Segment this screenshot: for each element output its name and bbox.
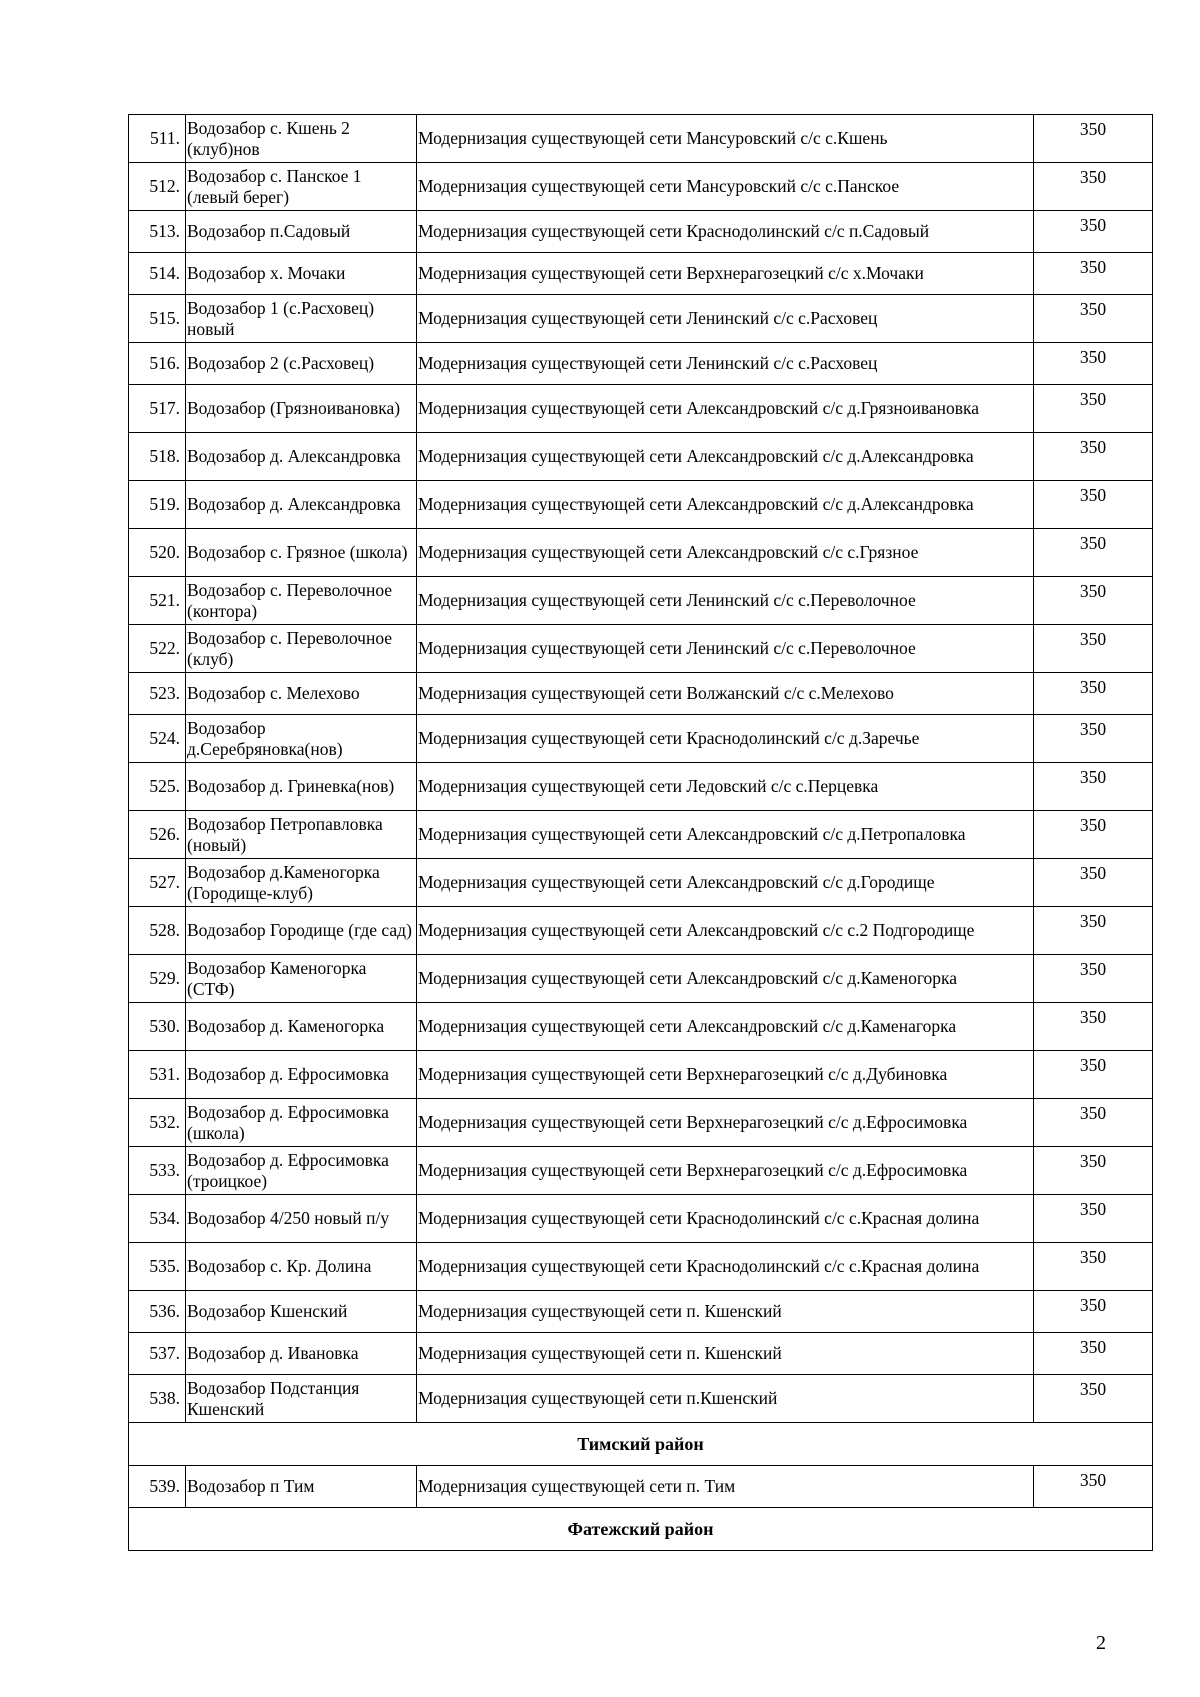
table-row xyxy=(129,1466,1153,1508)
row-number: 515. xyxy=(129,295,186,343)
row-number: 526. xyxy=(129,811,186,859)
table-row xyxy=(129,859,1153,907)
modernization-description: Модернизация существующей сети Александровский с/с д.Городище xyxy=(417,859,1034,907)
water-intake-name: Водозабор 4/250 новый п/у xyxy=(186,1195,417,1243)
table-row xyxy=(129,211,1153,253)
value-cell: 350 xyxy=(1034,577,1153,625)
water-intake-name: Водозабор с. Мелехово xyxy=(186,673,417,715)
modernization-description: Модернизация существующей сети Александровский с/с с.2 Подгородище xyxy=(417,907,1034,955)
row-number: 512. xyxy=(129,163,186,211)
value-cell: 350 xyxy=(1034,295,1153,343)
water-intake-name: Водозабор п.Садовый xyxy=(186,211,417,253)
modernization-description: Модернизация существующей сети Мансуровский с/с с.Кшень xyxy=(417,115,1034,163)
row-number: 511. xyxy=(129,115,186,163)
row-number: 538. xyxy=(129,1375,186,1423)
document-table xyxy=(128,114,1153,1551)
modernization-description: Модернизация существующей сети Александровский с/с д.Александровка xyxy=(417,433,1034,481)
value-cell: 350 xyxy=(1034,1291,1153,1333)
section-header-row xyxy=(129,1508,1153,1551)
table-row xyxy=(129,1051,1153,1099)
modernization-description: Модернизация существующей сети Александровский с/с д.Александровка xyxy=(417,481,1034,529)
water-intake-name: Водозабор Подстанция Кшенский xyxy=(186,1375,417,1423)
value-cell: 350 xyxy=(1034,115,1153,163)
value-cell: 350 xyxy=(1034,163,1153,211)
row-number: 517. xyxy=(129,385,186,433)
modernization-description: Модернизация существующей сети Ленинский с/с с.Переволочное xyxy=(417,577,1034,625)
water-intake-name: Водозабор с. Переволочное (клуб) xyxy=(186,625,417,673)
water-intake-name: Водозабор х. Мочаки xyxy=(186,253,417,295)
water-intake-name: Водозабор Кшенский xyxy=(186,1291,417,1333)
modernization-description: Модернизация существующей сети Александровский с/с д.Каменогорка xyxy=(417,955,1034,1003)
water-intake-name: Водозабор с. Кр. Долина xyxy=(186,1243,417,1291)
section-title: Фатежский район xyxy=(129,1508,1153,1551)
modernization-description: Модернизация существующей сети Ленинский с/с с.Расховец xyxy=(417,343,1034,385)
table-row xyxy=(129,715,1153,763)
water-intake-name: Водозабор д.Серебряновка(нов) xyxy=(186,715,417,763)
table-row xyxy=(129,1099,1153,1147)
value-cell: 350 xyxy=(1034,673,1153,715)
modernization-description: Модернизация существующей сети Александровский с/с д.Петропаловка xyxy=(417,811,1034,859)
value-cell: 350 xyxy=(1034,343,1153,385)
row-number: 525. xyxy=(129,763,186,811)
modernization-description: Модернизация существующей сети п.Кшенский xyxy=(417,1375,1034,1423)
modernization-description: Модернизация существующей сети Волжанский с/с с.Мелехово xyxy=(417,673,1034,715)
row-number: 524. xyxy=(129,715,186,763)
modernization-description: Модернизация существующей сети Ленинский с/с с.Переволочное xyxy=(417,625,1034,673)
value-cell: 350 xyxy=(1034,1099,1153,1147)
row-number: 521. xyxy=(129,577,186,625)
table-row xyxy=(129,1291,1153,1333)
table-row xyxy=(129,115,1153,163)
value-cell: 350 xyxy=(1034,1195,1153,1243)
water-intake-name: Водозабор п Тим xyxy=(186,1466,417,1508)
row-number: 532. xyxy=(129,1099,186,1147)
row-number: 522. xyxy=(129,625,186,673)
table-row xyxy=(129,1333,1153,1375)
value-cell: 350 xyxy=(1034,811,1153,859)
row-number: 516. xyxy=(129,343,186,385)
modernization-description: Модернизация существующей сети Александровский с/с д.Каменагорка xyxy=(417,1003,1034,1051)
water-intake-name: Водозабор д.Каменогорка (Городище-клуб) xyxy=(186,859,417,907)
water-intake-name: Водозабор с. Переволочное (контора) xyxy=(186,577,417,625)
row-number: 528. xyxy=(129,907,186,955)
water-intake-name: Водозабор д. Ивановка xyxy=(186,1333,417,1375)
table-row xyxy=(129,433,1153,481)
modernization-description: Модернизация существующей сети Ледовский с/с с.Перцевка xyxy=(417,763,1034,811)
water-intake-name: Водозабор 1 (с.Расховец) новый xyxy=(186,295,417,343)
modernization-description: Модернизация существующей сети Мансуровский с/с с.Панское xyxy=(417,163,1034,211)
value-cell: 350 xyxy=(1034,433,1153,481)
table-row xyxy=(129,673,1153,715)
row-number: 535. xyxy=(129,1243,186,1291)
row-number: 523. xyxy=(129,673,186,715)
water-intake-name: Водозабор 2 (с.Расховец) xyxy=(186,343,417,385)
modernization-description: Модернизация существующей сети Краснодолинский с/с п.Садовый xyxy=(417,211,1034,253)
table-row xyxy=(129,385,1153,433)
modernization-description: Модернизация существующей сети Краснодолинский с/с с.Красная долина xyxy=(417,1195,1034,1243)
row-number: 536. xyxy=(129,1291,186,1333)
table-row xyxy=(129,481,1153,529)
water-intake-name: Водозабор с. Грязное (школа) xyxy=(186,529,417,577)
table-row xyxy=(129,907,1153,955)
modernization-description: Модернизация существующей сети Краснодолинский с/с с.Красная долина xyxy=(417,1243,1034,1291)
page-number: 2 xyxy=(1096,1632,1106,1654)
row-number: 519. xyxy=(129,481,186,529)
row-number: 539. xyxy=(129,1466,186,1508)
table-row xyxy=(129,295,1153,343)
modernization-description: Модернизация существующей сети Верхнерагозецкий с/с д.Дубиновка xyxy=(417,1051,1034,1099)
modernization-description: Модернизация существующей сети п. Кшенский xyxy=(417,1333,1034,1375)
table-row xyxy=(129,1147,1153,1195)
value-cell: 350 xyxy=(1034,211,1153,253)
modernization-description: Модернизация существующей сети Александровский с/с с.Грязное xyxy=(417,529,1034,577)
modernization-description: Модернизация существующей сети Александровский с/с д.Грязноивановка xyxy=(417,385,1034,433)
table-row xyxy=(129,1243,1153,1291)
value-cell: 350 xyxy=(1034,715,1153,763)
water-intake-name: Водозабор д. Каменогорка xyxy=(186,1003,417,1051)
water-intake-name: Водозабор Городище (где сад) xyxy=(186,907,417,955)
value-cell: 350 xyxy=(1034,955,1153,1003)
table-row xyxy=(129,955,1153,1003)
row-number: 518. xyxy=(129,433,186,481)
modernization-description: Модернизация существующей сети Верхнерагозецкий с/с д.Ефросимовка xyxy=(417,1099,1034,1147)
water-intake-name: Водозабор д. Гриневка(нов) xyxy=(186,763,417,811)
modernization-description: Модернизация существующей сети Ленинский с/с с.Расховец xyxy=(417,295,1034,343)
row-number: 534. xyxy=(129,1195,186,1243)
water-intake-name: Водозабор д. Ефросимовка xyxy=(186,1051,417,1099)
table-row xyxy=(129,163,1153,211)
table-row xyxy=(129,811,1153,859)
water-intake-name: Водозабор Каменогорка (СТФ) xyxy=(186,955,417,1003)
value-cell: 350 xyxy=(1034,253,1153,295)
water-intake-name: Водозабор (Грязноивановка) xyxy=(186,385,417,433)
value-cell: 350 xyxy=(1034,1147,1153,1195)
value-cell: 350 xyxy=(1034,625,1153,673)
water-intake-name: Водозабор д. Ефросимовка (троицкое) xyxy=(186,1147,417,1195)
modernization-description: Модернизация существующей сети Краснодолинский с/с д.Заречье xyxy=(417,715,1034,763)
table-row xyxy=(129,1003,1153,1051)
table-row xyxy=(129,1375,1153,1423)
table-row xyxy=(129,763,1153,811)
value-cell: 350 xyxy=(1034,1051,1153,1099)
value-cell: 350 xyxy=(1034,385,1153,433)
water-intake-name: Водозабор с. Кшень 2 (клуб)нов xyxy=(186,115,417,163)
modernization-description: Модернизация существующей сети п. Кшенский xyxy=(417,1291,1034,1333)
modernization-description: Модернизация существующей сети Верхнерагозецкий с/с д.Ефросимовка xyxy=(417,1147,1034,1195)
section-header-row xyxy=(129,1423,1153,1466)
table-row xyxy=(129,529,1153,577)
table-row xyxy=(129,343,1153,385)
value-cell: 350 xyxy=(1034,1243,1153,1291)
water-intake-name: Водозабор д. Ефросимовка (школа) xyxy=(186,1099,417,1147)
row-number: 533. xyxy=(129,1147,186,1195)
table-row xyxy=(129,253,1153,295)
section-title: Тимский район xyxy=(129,1423,1153,1466)
row-number: 513. xyxy=(129,211,186,253)
row-number: 537. xyxy=(129,1333,186,1375)
water-intake-name: Водозабор Петропавловка (новый) xyxy=(186,811,417,859)
row-number: 531. xyxy=(129,1051,186,1099)
modernization-description: Модернизация существующей сети Верхнерагозецкий с/с х.Мочаки xyxy=(417,253,1034,295)
value-cell: 350 xyxy=(1034,1003,1153,1051)
row-number: 527. xyxy=(129,859,186,907)
modernization-description: Модернизация существующей сети п. Тим xyxy=(417,1466,1034,1508)
value-cell: 350 xyxy=(1034,859,1153,907)
value-cell: 350 xyxy=(1034,1466,1153,1508)
row-number: 520. xyxy=(129,529,186,577)
table-row xyxy=(129,1195,1153,1243)
row-number: 530. xyxy=(129,1003,186,1051)
water-intake-name: Водозабор д. Александровка xyxy=(186,481,417,529)
water-intake-name: Водозабор с. Панское 1 (левый берег) xyxy=(186,163,417,211)
value-cell: 350 xyxy=(1034,907,1153,955)
value-cell: 350 xyxy=(1034,481,1153,529)
row-number: 529. xyxy=(129,955,186,1003)
row-number: 514. xyxy=(129,253,186,295)
water-intake-name: Водозабор д. Александровка xyxy=(186,433,417,481)
table-row xyxy=(129,625,1153,673)
value-cell: 350 xyxy=(1034,763,1153,811)
value-cell: 350 xyxy=(1034,529,1153,577)
value-cell: 350 xyxy=(1034,1375,1153,1423)
table-row xyxy=(129,577,1153,625)
document-table-body xyxy=(129,115,1153,1551)
value-cell: 350 xyxy=(1034,1333,1153,1375)
